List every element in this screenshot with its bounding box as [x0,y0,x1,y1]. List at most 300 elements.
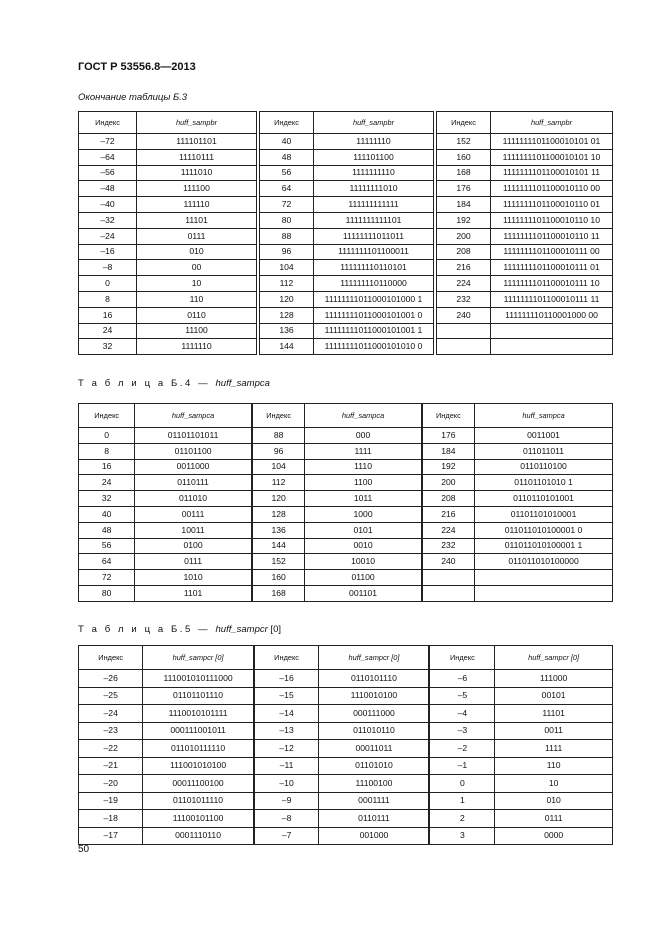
table-row [252,443,421,459]
code-cell: 11111111011000101000 1 [314,291,434,307]
index-cell: 24 [79,323,137,339]
index-cell: –22 [79,740,143,758]
table-row [260,291,434,307]
table-row [79,775,254,793]
code-cell: 1111111110 [314,165,434,181]
code-cell: 000111001011 [143,722,253,740]
index-cell: 24 [79,475,135,491]
index-cell: 80 [79,585,135,601]
index-cell: –25 [79,687,143,705]
table-row [422,506,612,522]
code-cell: 111111110110000 [314,276,434,292]
code-column-header: huff_sampcr [0] [495,646,613,670]
code-cell: 0010 [305,538,421,554]
index-cell: 64 [260,181,314,197]
index-cell: –13 [254,722,319,740]
table-row [79,197,257,213]
code-column-header: huff_sampbr [314,112,434,134]
index-cell: 64 [79,554,135,570]
code-cell: 10 [137,276,257,292]
index-column-header: Индекс [79,112,137,134]
code-cell: 10010 [305,554,421,570]
index-cell: –26 [79,670,143,688]
index-column-header: Индекс [79,646,143,670]
table-row [79,757,254,775]
index-cell: 32 [79,339,137,355]
table-row [254,775,429,793]
document-header: ГОСТ Р 53556.8—2013 [78,61,196,73]
index-cell: –5 [430,687,495,705]
index-cell: –24 [79,228,137,244]
table-row [437,276,613,292]
table-row [79,291,257,307]
code-cell: 1111111101100010111 00 [491,244,613,260]
code-cell: 010 [495,792,613,810]
table-row [79,585,252,601]
code-cell: 1111111101100010111 01 [491,260,613,276]
caption-prefix: Т а б л и ц а Б.4 — [78,378,216,389]
table-row [260,276,434,292]
table-row [79,475,252,491]
code-cell: 110 [137,291,257,307]
code-cell: 111001010111000 [143,670,253,688]
table-row [79,165,257,181]
code-cell: 0011000 [135,459,251,475]
index-cell: 168 [252,585,305,601]
code-column-header: huff_sampca [475,404,613,428]
table-row [422,570,612,586]
code-cell: 1111111101100010101 10 [491,149,613,165]
index-cell: 200 [437,228,491,244]
table-header-row [430,646,613,670]
table-row [252,506,421,522]
code-cell: 1110010101111 [143,705,253,723]
index-cell: 152 [437,134,491,150]
code-cell: 11111111010 [314,181,434,197]
index-cell: –72 [79,134,137,150]
table-row [79,244,257,260]
table-row [422,491,612,507]
table-row [79,260,257,276]
index-cell: 112 [260,276,314,292]
index-cell: –16 [79,244,137,260]
code-cell: 11111111011000101010 0 [314,339,434,355]
index-cell: 160 [437,149,491,165]
code-cell: 1000 [305,506,421,522]
index-cell: –9 [254,792,319,810]
table-row [79,276,257,292]
table-b4 [78,403,613,602]
index-cell: –12 [254,740,319,758]
code-cell: 0110110100 [475,459,613,475]
code-cell: 0011 [495,722,613,740]
code-cell: 01101011110 [143,792,253,810]
table-header-row [79,112,257,134]
table-row [260,197,434,213]
table-row [430,792,613,810]
table-row [79,827,254,845]
index-cell: 40 [79,506,135,522]
index-cell: 0 [79,276,137,292]
table-row [437,165,613,181]
code-cell: 111111110110101 [314,260,434,276]
index-cell: –32 [79,212,137,228]
table-row [260,149,434,165]
index-cell: 16 [79,459,135,475]
table-b5 [78,645,613,845]
code-cell: 111111111111 [314,197,434,213]
code-cell: 10 [495,775,613,793]
table-row [79,740,254,758]
table-row [79,443,252,459]
table-row [252,554,421,570]
index-cell: 240 [437,307,491,323]
index-cell: 240 [422,554,474,570]
table-row [437,197,613,213]
index-cell: 208 [422,491,474,507]
table-row [437,228,613,244]
code-cell: 00011100100 [143,775,253,793]
table-row [260,244,434,260]
table-row [79,687,254,705]
index-cell: –1 [430,757,495,775]
table-block-3 [422,403,613,602]
index-cell: –4 [430,705,495,723]
code-cell: 1101 [135,585,251,601]
table-row [79,307,257,323]
code-cell: 11111110 [314,134,434,150]
index-cell: –8 [254,810,319,828]
index-column-header: Индекс [254,646,319,670]
table-row [422,475,612,491]
table-row [430,687,613,705]
code-cell [491,323,613,339]
code-cell: 1111111101100010110 10 [491,212,613,228]
index-cell: –21 [79,757,143,775]
code-cell: 0001110110 [143,827,253,845]
caption-suffix: [0] [267,624,281,635]
table-row [252,570,421,586]
table-block-1 [78,403,252,602]
table-row [422,428,612,444]
code-cell: 0101 [305,522,421,538]
index-cell: 40 [260,134,314,150]
code-cell: 0000 [495,827,613,845]
table-row [437,307,613,323]
table-row [260,212,434,228]
index-cell: 224 [422,522,474,538]
index-cell: 16 [79,307,137,323]
index-cell: 216 [437,260,491,276]
table-row [260,228,434,244]
table-row [79,212,257,228]
code-cell: 011011010100000 [475,554,613,570]
table-row [254,722,429,740]
table-row [79,491,252,507]
index-cell: 232 [437,291,491,307]
table-row [79,506,252,522]
index-cell: –20 [79,775,143,793]
caption-text: Окончание таблицы Б.3 [78,92,188,103]
table-block-3 [429,645,613,845]
code-cell: 11100 [137,323,257,339]
table-row [79,538,252,554]
code-cell: 01101101011 [135,428,251,444]
index-cell: –19 [79,792,143,810]
index-cell: 0 [79,428,135,444]
index-column-header: Индекс [430,646,495,670]
index-cell: 224 [437,276,491,292]
index-column-header: Индекс [260,112,314,134]
code-cell: 00 [137,260,257,276]
table-row [79,459,252,475]
table-row [437,291,613,307]
code-cell: 011010111110 [143,740,253,758]
table-block-1 [78,111,257,355]
code-cell: 110 [495,757,613,775]
table-b3 [78,111,613,355]
code-cell: 00011011 [319,740,429,758]
table-row [430,705,613,723]
caption-identifier: huff_sampcr [215,624,268,635]
code-column-header: huff_sampca [305,404,421,428]
code-cell: 111111110110001000 00 [491,307,613,323]
index-column-header: Индекс [422,404,474,428]
index-cell: –48 [79,181,137,197]
table-b4-caption [78,378,270,389]
page-number: 50 [78,844,90,855]
index-column-header: Индекс [437,112,491,134]
code-cell: 11110111 [137,149,257,165]
code-cell: 1111111101100010110 00 [491,181,613,197]
index-column-header: Индекс [252,404,305,428]
table-row [79,705,254,723]
code-cell: 010 [137,244,257,260]
index-cell: 56 [79,538,135,554]
table-row [422,443,612,459]
table-row [254,827,429,845]
code-cell: 01100 [305,570,421,586]
code-cell: 1011 [305,491,421,507]
index-cell: 80 [260,212,314,228]
code-cell: 11111111011000101001 1 [314,323,434,339]
index-cell: 48 [260,149,314,165]
index-cell: –10 [254,775,319,793]
table-row [252,522,421,538]
index-cell: –18 [79,810,143,828]
index-cell: 112 [252,475,305,491]
code-cell [475,570,613,586]
index-cell: –23 [79,722,143,740]
table-row [437,244,613,260]
index-cell [422,570,474,586]
table-row [430,810,613,828]
table-row [252,585,421,601]
table-row [260,307,434,323]
code-cell: 111110 [137,197,257,213]
table-row [252,491,421,507]
index-cell: 232 [422,538,474,554]
table-row [260,260,434,276]
table-header-row [252,404,421,428]
code-cell: 0110110101001 [475,491,613,507]
index-cell: 216 [422,506,474,522]
table-row [430,670,613,688]
code-cell: 1111111101100010111 10 [491,276,613,292]
table-row [430,827,613,845]
index-cell: –17 [79,827,143,845]
table-row [79,722,254,740]
code-cell: 1111110 [137,339,257,355]
table-row [79,149,257,165]
table-row [254,740,429,758]
index-cell: –40 [79,197,137,213]
table-row [252,475,421,491]
code-cell: 1111111101100010101 01 [491,134,613,150]
table-block-1 [78,645,254,845]
index-cell: 104 [260,260,314,276]
code-cell: 1110 [305,459,421,475]
table-row [254,670,429,688]
index-cell: –7 [254,827,319,845]
code-cell: 11111111011000101001 0 [314,307,434,323]
index-cell: 96 [252,443,305,459]
code-cell: 1111111111101 [314,212,434,228]
table-row [254,792,429,810]
table-row [430,740,613,758]
index-cell: 184 [437,197,491,213]
code-cell: 1010 [135,570,251,586]
code-cell: 0111 [495,810,613,828]
index-cell: 192 [422,459,474,475]
code-cell: 00101 [495,687,613,705]
table-row [437,212,613,228]
code-cell: 01101101010 1 [475,475,613,491]
index-cell: 144 [252,538,305,554]
index-cell: 120 [260,291,314,307]
index-cell: 32 [79,491,135,507]
caption-identifier: huff_sampca [215,378,270,389]
code-cell: 1100 [305,475,421,491]
index-cell: 168 [437,165,491,181]
index-cell: 72 [79,570,135,586]
code-cell: 1111111101100010101 11 [491,165,613,181]
table-block-2 [254,645,430,845]
code-column-header: huff_sampbr [137,112,257,134]
index-cell: 144 [260,339,314,355]
table-row [79,228,257,244]
code-cell: 11101 [137,212,257,228]
index-cell: 136 [260,323,314,339]
index-cell: 2 [430,810,495,828]
index-cell: 184 [422,443,474,459]
table-row [260,181,434,197]
index-cell: 200 [422,475,474,491]
code-cell: 11101 [495,705,613,723]
index-cell: 128 [260,307,314,323]
code-cell: 0001111 [319,792,429,810]
index-cell: 72 [260,197,314,213]
code-cell [491,339,613,355]
index-cell: 48 [79,522,135,538]
index-cell: –6 [430,670,495,688]
index-cell: 56 [260,165,314,181]
table-row [79,134,257,150]
code-cell [475,585,613,601]
table-row [79,339,257,355]
index-cell: 88 [260,228,314,244]
index-cell: 176 [437,181,491,197]
table-row [79,522,252,538]
index-cell: –24 [79,705,143,723]
index-cell: 8 [79,291,137,307]
code-cell: 111100 [137,181,257,197]
index-cell: 3 [430,827,495,845]
index-cell: –14 [254,705,319,723]
code-cell: 001000 [319,827,429,845]
code-cell: 111000 [495,670,613,688]
table-row [260,165,434,181]
index-cell: 128 [252,506,305,522]
index-cell: –11 [254,757,319,775]
index-cell: 88 [252,428,305,444]
index-column-header: Индекс [79,404,135,428]
index-cell: 0 [430,775,495,793]
table-row [79,792,254,810]
table-block-3 [436,111,613,355]
index-cell: 1 [430,792,495,810]
code-cell: 1111 [495,740,613,758]
code-cell: 111101101 [137,134,257,150]
table-row [422,538,612,554]
index-cell [437,323,491,339]
code-cell: 00111 [135,506,251,522]
index-cell: 192 [437,212,491,228]
code-column-header: huff_sampbr [491,112,613,134]
code-cell: 111101100 [314,149,434,165]
code-cell: 011011011 [475,443,613,459]
index-cell: –15 [254,687,319,705]
index-cell: 160 [252,570,305,586]
code-cell: 0110101110 [319,670,429,688]
table-row [437,134,613,150]
table-row [437,323,613,339]
index-cell: 104 [252,459,305,475]
table-row [254,810,429,828]
index-cell: –8 [79,260,137,276]
code-cell: 01101101110 [143,687,253,705]
code-cell: 11100100 [319,775,429,793]
code-cell: 01101100 [135,443,251,459]
table-row [430,757,613,775]
table-row [437,339,613,355]
code-cell: 1111111101100010110 01 [491,197,613,213]
table-row [422,585,612,601]
code-cell: 1111111101100010110 11 [491,228,613,244]
code-cell: 011010 [135,491,251,507]
table-block-2 [259,111,434,355]
table-header-row [437,112,613,134]
code-cell: 0011001 [475,428,613,444]
index-cell: –16 [254,670,319,688]
code-cell: 01101101010001 [475,506,613,522]
code-cell: 11111111011011 [314,228,434,244]
code-cell: 000111000 [319,705,429,723]
code-cell: 1111111101100010111 11 [491,291,613,307]
table-row [79,570,252,586]
table-row [252,538,421,554]
code-cell: 1111010 [137,165,257,181]
